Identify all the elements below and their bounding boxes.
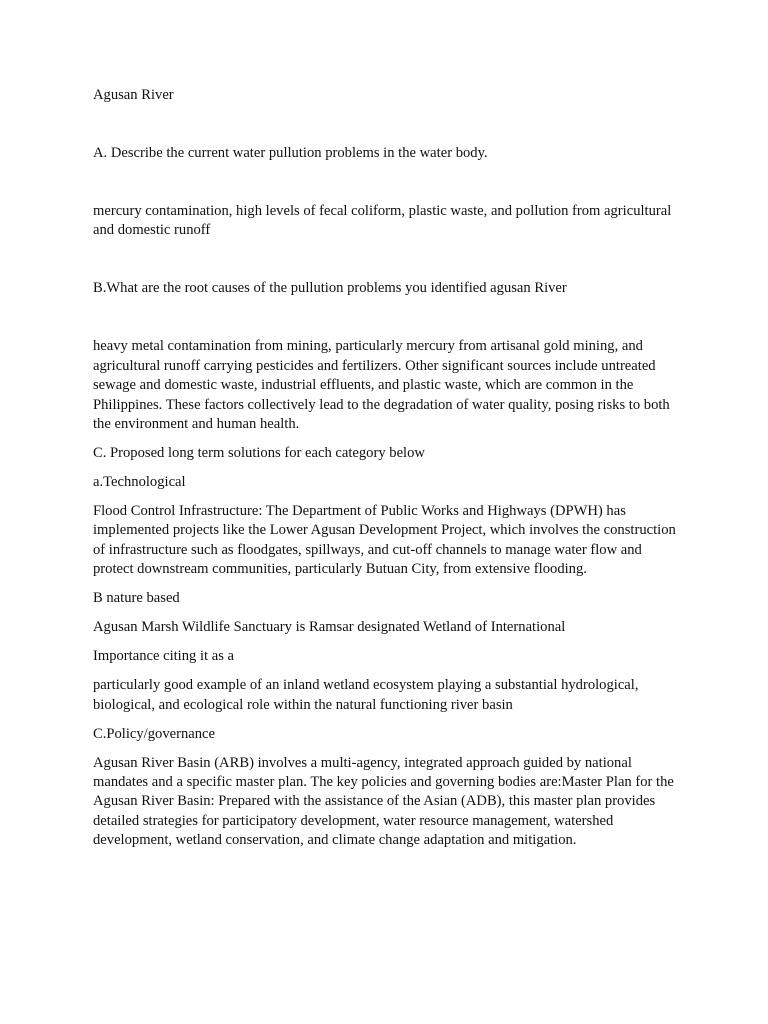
category-policy-governance: C.Policy/governance: [93, 725, 215, 742]
document-title: Agusan River: [93, 87, 174, 103]
answer-nature-line-2: Importance citing it as a: [93, 648, 235, 665]
answer-policy: Agusan River Basin (ARB) involves a multi-agency, integrated approach guided by national mandates and a specific master plan. The key policies and governing bodies are:Master Plan for the Agusan River Basin: Prepared with the assistance of the Asian (ADB), this master plan provides detailed strategies for participatory development, water resource management, watershed development, wetland conservation, and climate change adaptation and mitigation.: [93, 754, 674, 849]
answer-nature-line-1: Agusan Marsh Wildlife Sanctuary is Ramsar designated Wetland of International: [93, 619, 566, 636]
question-c: C. Proposed long term solutions for each category below: [93, 445, 425, 462]
category-nature-based: B nature based: [93, 590, 180, 607]
question-b: B.What are the root causes of the pullution problems you identified agusan River: [93, 280, 567, 297]
question-a: A. Describe the current water pullution problems in the water body.: [93, 145, 488, 161]
answer-b: heavy metal contamination from mining, particularly mercury from artisanal gold mining, and agricultural runoff carrying pesticides and fertilizers. Other significant sources include untreated sewage and domestic waste, industrial effluents, and plastic waste, which are common in the Philippines. These factors collectively lead to the degradation of water quality, posing risks to both the environment and human health.: [93, 338, 670, 433]
category-technological: a.Technological: [93, 474, 186, 491]
answer-technological: Flood Control Infrastructure: The Department of Public Works and Highways (DPWH) has implemented projects like the Lower Agusan Development Project, which involves the construction of infrastructure such as floodgates, spillways, and cut-off channels to manage water flow and protect downstream communities, particularly Butuan City, from extensive flooding.: [93, 503, 676, 578]
answer-nature-line-3: particularly good example of an inland wetland ecosystem playing a substantial hydrological, biological, and ecological role within the natural functioning river basin: [93, 677, 639, 713]
answer-a: mercury contamination, high levels of fecal coliform, plastic waste, and pollution from agricultural and domestic runoff: [93, 203, 672, 239]
document-body: [93, 86, 679, 851]
